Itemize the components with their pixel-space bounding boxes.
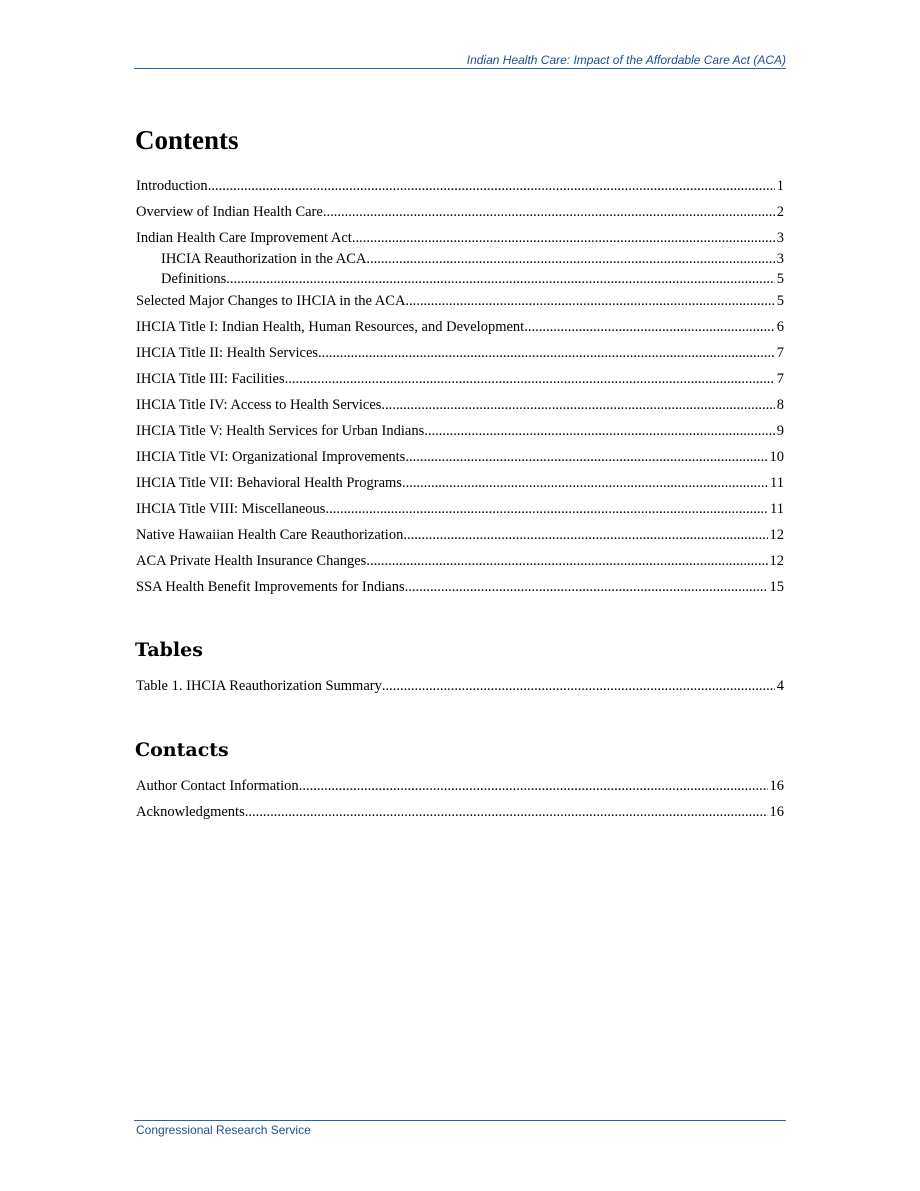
toc-page-number: 3 xyxy=(776,251,784,267)
toc-page-number: 16 xyxy=(769,804,784,820)
toc-entry-author-contact[interactable] xyxy=(136,777,784,795)
dot-leader xyxy=(524,318,775,336)
dot-leader xyxy=(318,344,775,362)
toc-page-number: 12 xyxy=(769,553,784,569)
toc-entry-acknowledgments[interactable] xyxy=(136,803,784,821)
toc-page-number: 2 xyxy=(776,204,784,220)
toc-page-number: 5 xyxy=(776,271,784,287)
toc-entry-label: IHCIA Title I: Indian Health, Human Resources, and Development xyxy=(136,319,525,335)
toc-entry-title-iii[interactable] xyxy=(136,370,784,388)
toc-page-number: 7 xyxy=(776,345,784,361)
dot-leader xyxy=(208,177,775,195)
toc-page-number: 3 xyxy=(776,230,784,246)
running-footer: Congressional Research Service xyxy=(136,1123,311,1137)
dot-leader xyxy=(366,250,774,268)
dot-leader xyxy=(325,500,768,518)
toc-entry-title-viii[interactable] xyxy=(136,500,784,518)
toc-entry-label: IHCIA Title II: Health Services xyxy=(136,345,319,361)
toc-entry-label: Introduction xyxy=(136,178,208,194)
dot-leader xyxy=(245,803,768,821)
toc-entry-selected-changes[interactable] xyxy=(136,292,784,310)
toc-entry-label: Indian Health Care Improvement Act xyxy=(136,230,352,246)
toc-page-number: 7 xyxy=(776,371,784,387)
toc-entry-label: Acknowledgments xyxy=(136,804,245,820)
toc-page-number: 5 xyxy=(776,293,784,309)
toc-page-number: 16 xyxy=(769,778,784,794)
toc-entry-label: Selected Major Changes to IHCIA in the ACA xyxy=(136,293,406,309)
toc-page-number: 1 xyxy=(776,178,784,194)
toc-entry-private-insurance[interactable] xyxy=(136,552,784,570)
dot-leader xyxy=(403,526,767,544)
dot-leader xyxy=(405,578,768,596)
toc-entry-title-i[interactable] xyxy=(136,318,784,336)
toc-entry-table-1[interactable] xyxy=(136,677,784,695)
toc-entry-label: Author Contact Information xyxy=(136,778,299,794)
toc-entry-label: Overview of Indian Health Care xyxy=(136,204,323,220)
toc-entry-label: IHCIA Reauthorization in the ACA xyxy=(161,251,367,267)
toc-entry-introduction[interactable] xyxy=(136,177,784,195)
toc-entry-label: ACA Private Health Insurance Changes xyxy=(136,553,367,569)
toc-page-number: 6 xyxy=(776,319,784,335)
toc-entry-label: IHCIA Title V: Health Services for Urban Indians xyxy=(136,423,425,439)
toc-entry-title-vii[interactable] xyxy=(136,474,784,492)
dot-leader xyxy=(299,777,768,795)
toc-entry-label: IHCIA Title VII: Behavioral Health Programs xyxy=(136,475,402,491)
dot-leader xyxy=(405,292,774,310)
toc-entry-title-iv[interactable] xyxy=(136,396,784,414)
toc-entry-title-ii[interactable] xyxy=(136,344,784,362)
toc-entry-native-hawaiian[interactable] xyxy=(136,526,784,544)
toc-page-number: 9 xyxy=(776,423,784,439)
toc-entry-label: IHCIA Title IV: Access to Health Services xyxy=(136,397,382,413)
toc-entry-overview[interactable] xyxy=(136,203,784,221)
toc-entry-label: SSA Health Benefit Improvements for Indians xyxy=(136,579,405,595)
tables-heading: Tables xyxy=(135,639,203,661)
toc-entry-title-vi[interactable] xyxy=(136,448,784,466)
toc-entry-label: Native Hawaiian Health Care Reauthorization xyxy=(136,527,404,543)
toc-entry-label: IHCIA Title VI: Organizational Improvements xyxy=(136,449,406,465)
toc-entry-label: IHCIA Title VIII: Miscellaneous xyxy=(136,501,326,517)
toc-entry-title-v[interactable] xyxy=(136,422,784,440)
dot-leader xyxy=(226,270,775,288)
dot-leader xyxy=(366,552,767,570)
toc-page-number: 4 xyxy=(776,678,784,694)
dot-leader xyxy=(402,474,768,492)
toc-entry-ihcia-reauthorization[interactable] xyxy=(161,250,784,268)
toc-page-number: 15 xyxy=(769,579,784,595)
dot-leader xyxy=(382,677,775,695)
dot-leader xyxy=(381,396,774,414)
dot-leader xyxy=(405,448,767,466)
toc-entry-ssa-benefits[interactable] xyxy=(136,578,784,596)
dot-leader xyxy=(352,229,775,247)
toc-page-number: 8 xyxy=(776,397,784,413)
dot-leader xyxy=(424,422,775,440)
toc-page-number: 10 xyxy=(769,449,784,465)
toc-page-number: 11 xyxy=(770,501,784,517)
toc-entry-definitions[interactable] xyxy=(161,270,784,288)
toc-page-number: 11 xyxy=(770,475,784,491)
contents-title: Contents xyxy=(135,125,239,155)
toc-entry-ihcia[interactable] xyxy=(136,229,784,247)
toc-entry-label: Definitions xyxy=(161,271,227,287)
running-header: Indian Health Care: Impact of the Affordable Care Act (ACA) xyxy=(466,53,786,67)
header-rule xyxy=(134,68,786,69)
footer-rule xyxy=(134,1120,786,1121)
toc-page-number: 12 xyxy=(769,527,784,543)
dot-leader xyxy=(323,203,775,221)
dot-leader xyxy=(285,370,775,388)
toc-entry-label: Table 1. IHCIA Reauthorization Summary xyxy=(136,678,382,694)
contacts-heading: Contacts xyxy=(135,739,229,761)
toc-entry-label: IHCIA Title III: Facilities xyxy=(136,371,285,387)
